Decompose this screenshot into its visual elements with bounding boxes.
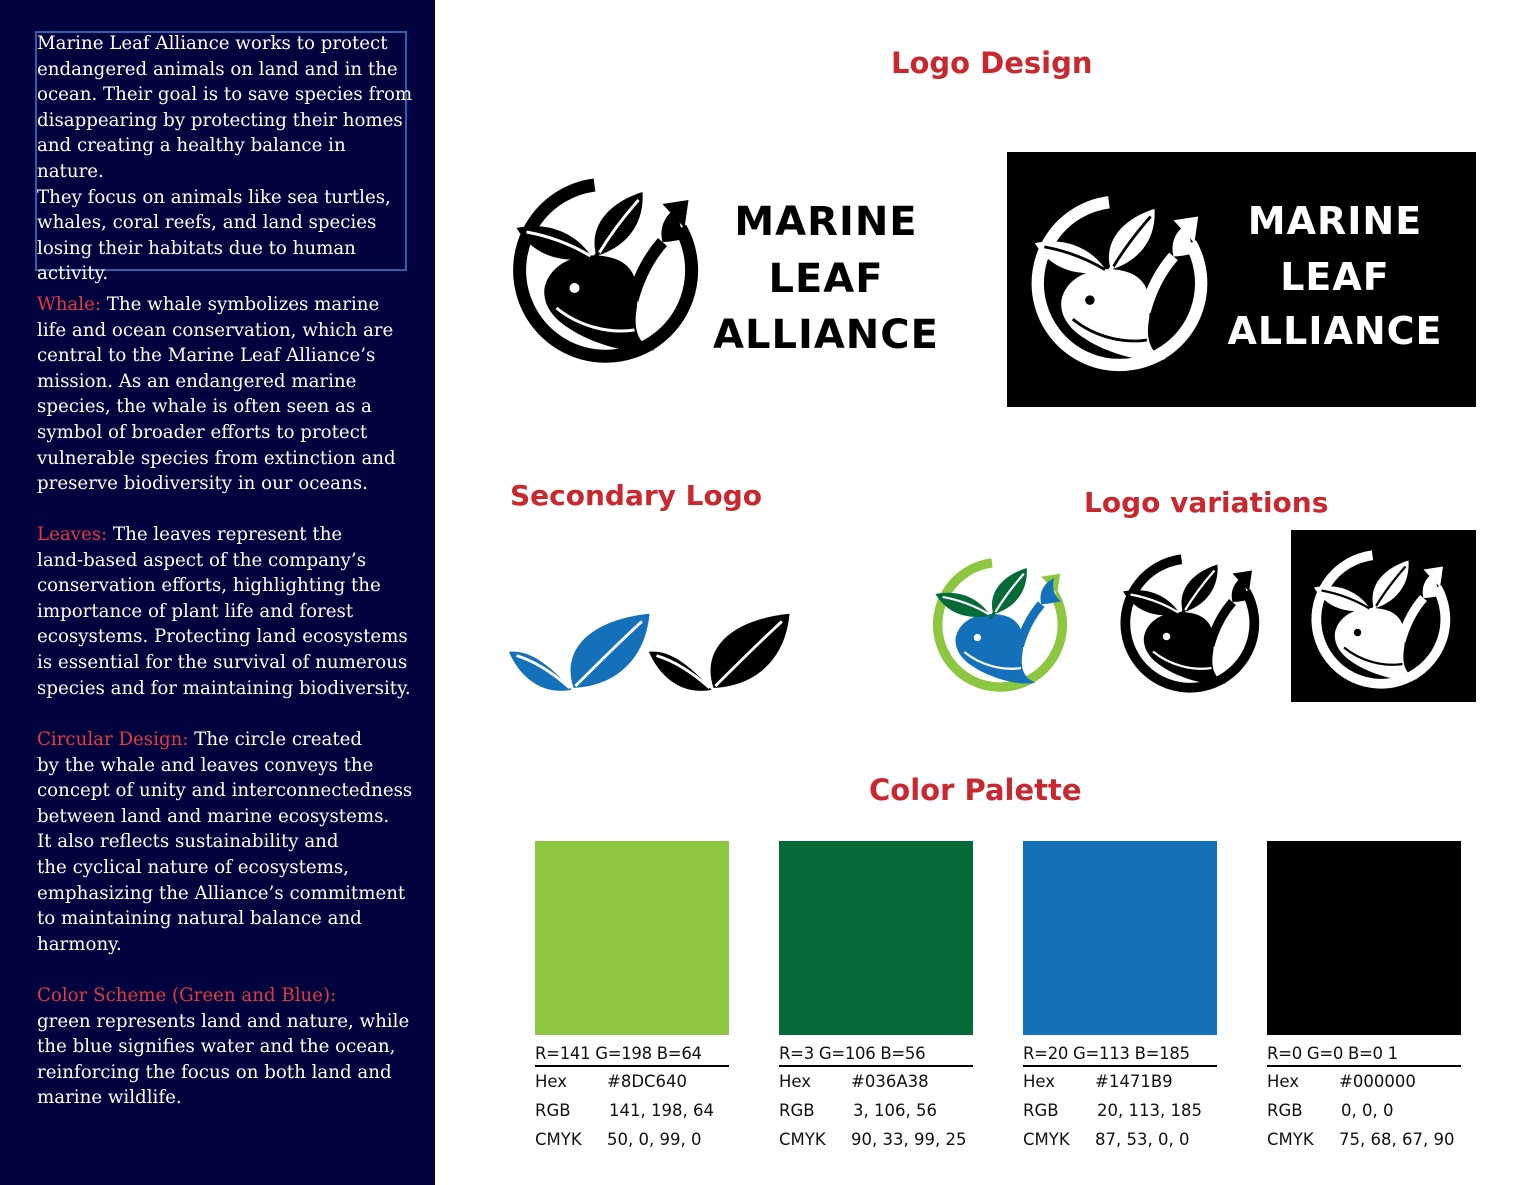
leaves-term: Leaves: <box>37 524 108 545</box>
spec-blue <box>1023 1044 1217 1154</box>
whale-paragraph <box>37 292 417 497</box>
description-sidebar <box>0 0 435 1185</box>
emblem-inverted-tile <box>1291 530 1476 702</box>
hex-label: Hex <box>1023 1072 1056 1091</box>
spec-hex-row <box>535 1067 729 1096</box>
color-scheme-paragraph <box>37 983 417 1111</box>
swatch-light-green <box>535 841 729 1035</box>
spec-rgb-heading: R=3 G=106 B=56 <box>779 1044 973 1067</box>
emblem-white-icon <box>1301 544 1471 694</box>
swatch-dark-green <box>779 841 973 1035</box>
spec-rgb-row <box>1023 1096 1217 1125</box>
rgb-label: RGB <box>535 1101 571 1120</box>
primary-logo-inverted <box>1007 152 1476 407</box>
hex-label: Hex <box>535 1072 568 1091</box>
circular-design-paragraph <box>37 727 417 957</box>
emblem-black-icon <box>1110 548 1280 698</box>
spec-rgb-heading: R=20 G=113 B=185 <box>1023 1044 1217 1067</box>
whale-text: The whale symbolizes marine life and ocean conservation, which are central to the Marine Leaf Alliance’s mission. As an endangered marine species, the whale is often seen as a symbol of broader efforts to protect vulnerable species from extinction and preserve biodiversity in our oceans. <box>37 294 396 495</box>
spec-cmyk-row <box>1023 1125 1217 1154</box>
rgb-value: 0, 0, 0 <box>1341 1101 1394 1120</box>
whale-emblem-inverted-icon <box>1021 188 1231 378</box>
wordmark-inverted-line-leaf: LEAF <box>1280 255 1390 299</box>
hex-value: #1471B9 <box>1095 1072 1173 1091</box>
color-scheme-hidden-word: The <box>336 985 377 1006</box>
spec-cmyk-row <box>1267 1125 1461 1154</box>
cmyk-value: 90, 33, 99, 25 <box>851 1130 967 1149</box>
leaf-black-icon <box>645 610 801 705</box>
whale-emblem-icon <box>500 170 725 370</box>
cmyk-value: 87, 53, 0, 0 <box>1095 1130 1190 1149</box>
spec-dark-green <box>779 1044 973 1154</box>
hex-value: #036A38 <box>851 1072 929 1091</box>
wordmark-line-leaf: LEAF <box>768 256 884 302</box>
hex-value: #8DC640 <box>607 1072 688 1091</box>
intro-paragraph: Marine Leaf Alliance works to protect endangered animals on land and in the ocean. Their goal is to save species from disappearing by protecting their homes and creating a healthy balance in nature. They focus on animals like sea turtles, whales, coral reefs, and land species losing their habitats due to human activity. <box>37 33 413 285</box>
spec-rgb-row <box>779 1096 973 1125</box>
cmyk-label: CMYK <box>535 1130 582 1149</box>
wordmark-line-alliance: ALLIANCE <box>713 312 939 358</box>
wordmark-inverted-line-alliance: ALLIANCE <box>1227 309 1443 353</box>
color-scheme-term: Color Scheme (Green and Blue): <box>37 985 337 1006</box>
rgb-value: 20, 113, 185 <box>1097 1101 1202 1120</box>
leaves-text: The leaves represent the land-based aspect of the company’s conservation efforts, highlighting the importance of plant life and forest ecosystems. Protecting land ecosystems is essential for the survival of numerous species and for maintaining biodiversity. <box>37 524 411 699</box>
cmyk-label: CMYK <box>1267 1130 1314 1149</box>
rgb-label: RGB <box>1023 1101 1059 1120</box>
emblem-color-icon <box>925 552 1085 697</box>
cmyk-value: 50, 0, 99, 0 <box>607 1130 702 1149</box>
spec-rgb-row <box>535 1096 729 1125</box>
wordmark <box>713 190 939 380</box>
leaf-blue-icon <box>505 610 661 705</box>
secondary-logo-heading: Secondary Logo <box>510 479 763 512</box>
spec-cmyk-row <box>779 1125 973 1154</box>
spec-hex-row <box>1267 1067 1461 1096</box>
swatch-blue <box>1023 841 1217 1035</box>
cmyk-label: CMYK <box>1023 1130 1070 1149</box>
hex-value: #000000 <box>1339 1072 1416 1091</box>
spec-rgb-heading: R=141 G=198 B=64 <box>535 1044 729 1067</box>
color-scheme-text: green represents land and nature, while the blue signifies water and the ocean, reinforcing the focus on both land and marine wildlife. <box>37 1010 410 1109</box>
wordmark-line-marine: MARINE <box>734 199 918 245</box>
rgb-value: 141, 198, 64 <box>609 1101 714 1120</box>
spec-rgb-heading: R=0 G=0 B=0 1 <box>1267 1044 1461 1067</box>
rgb-label: RGB <box>1267 1101 1303 1120</box>
spec-rgb-row <box>1267 1096 1461 1125</box>
whale-term: Whale: <box>37 294 101 315</box>
primary-logo <box>500 170 940 370</box>
hex-label: Hex <box>779 1072 812 1091</box>
swatch-black <box>1267 841 1461 1035</box>
spec-hex-row <box>1023 1067 1217 1096</box>
rgb-label: RGB <box>779 1101 815 1120</box>
cmyk-value: 75, 68, 67, 90 <box>1339 1130 1455 1149</box>
rgb-value: 3, 106, 56 <box>853 1101 937 1120</box>
spec-black <box>1267 1044 1461 1154</box>
logo-variations-heading: Logo variations <box>1084 486 1329 519</box>
cmyk-label: CMYK <box>779 1130 826 1149</box>
circular-design-text: The circle created by the whale and leaves conveys the concept of unity and interconnectedness between land and marine ecosystems. It also reflects sustainability and the cyclical nature of ecosystems, emphasizing the Alliance’s commitment to maintaining natural balance and harmony. <box>37 729 413 955</box>
color-palette-heading: Color Palette <box>869 773 1082 807</box>
spec-light-green <box>535 1044 729 1154</box>
wordmark-inverted <box>1227 194 1455 394</box>
leaves-paragraph <box>37 522 417 701</box>
circular-design-term: Circular Design: <box>37 729 189 750</box>
spec-hex-row <box>779 1067 973 1096</box>
spec-cmyk-row <box>535 1125 729 1154</box>
hex-label: Hex <box>1267 1072 1300 1091</box>
wordmark-inverted-line-marine: MARINE <box>1247 199 1423 243</box>
logo-design-heading: Logo Design <box>891 46 1093 80</box>
